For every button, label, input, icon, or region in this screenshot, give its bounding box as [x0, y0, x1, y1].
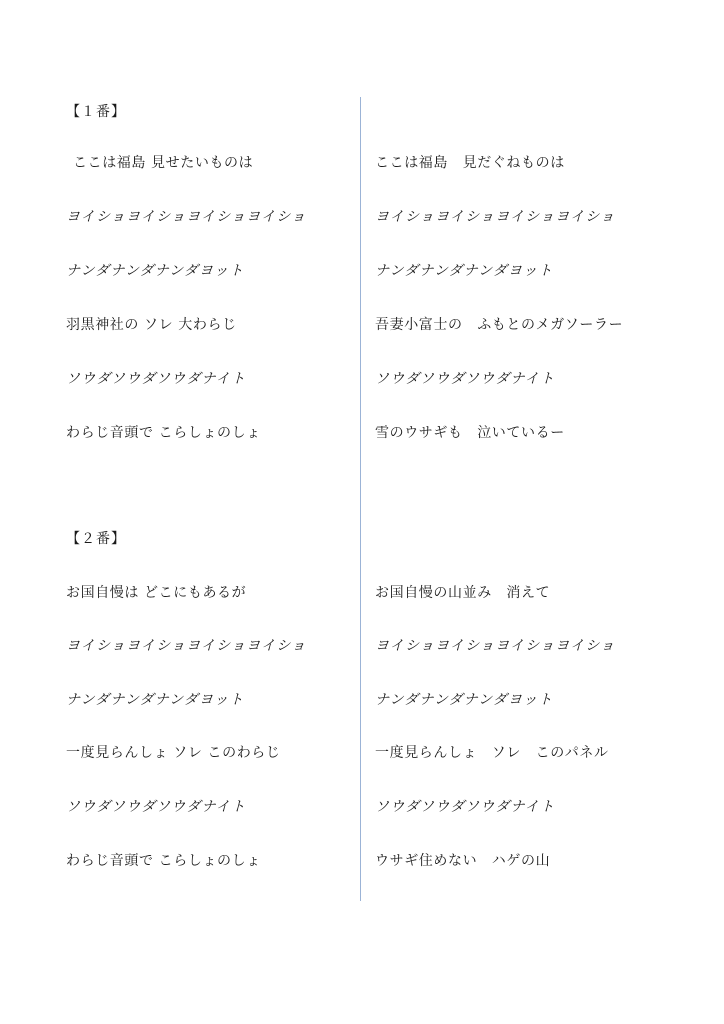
verse-1-right-line-1: ここは福島 見だぐねものは [375, 155, 565, 171]
verse-2-right-line-3: ナンダナンダナンダヨット [375, 692, 554, 708]
verse-2-left-line-1: お国自慢は どこにもあるが [66, 585, 247, 601]
verse-1-left-line-3: ナンダナンダナンダヨット [66, 263, 245, 279]
verse-2-left-line-4: 一度見らんしょ ソレ このわらじ [66, 745, 281, 761]
verse-2-left-line-2: ヨイショヨイショヨイショヨイショ [66, 638, 307, 654]
verse-1-left-line-1: ここは福島 見せたいものは [73, 155, 254, 171]
verse-1-right-line-2: ヨイショヨイショヨイショヨイショ [375, 209, 616, 225]
verse-1-heading: 【１番】 [66, 104, 126, 120]
verse-1-right-line-5: ソウダソウダソウダナイト [375, 371, 556, 387]
verse-2-left-line-3: ナンダナンダナンダヨット [66, 692, 245, 708]
verse-2-right-line-5: ソウダソウダソウダナイト [375, 799, 556, 815]
verse-2-right-line-2: ヨイショヨイショヨイショヨイショ [375, 638, 616, 654]
verse-2-right-line-4: 一度見らんしょ ソレ このパネル [375, 745, 609, 761]
verse-2-right-line-6: ウサギ住めない ハゲの山 [375, 853, 551, 869]
verse-1-left-line-4: 羽黒神社の ソレ 大わらじ [66, 317, 237, 333]
verse-2-heading: 【２番】 [66, 531, 126, 547]
verse-2-right-line-1: お国自慢の山並み 消えて [375, 585, 551, 601]
verse-2-left-line-5: ソウダソウダソウダナイト [66, 799, 247, 815]
verse-1-right-line-3: ナンダナンダナンダヨット [375, 263, 554, 279]
verse-1-left-line-5: ソウダソウダソウダナイト [66, 371, 247, 387]
verse-1-right-line-4: 吾妻小富士の ふもとのメガソーラー [375, 317, 624, 333]
verse-1-left-line-2: ヨイショヨイショヨイショヨイショ [66, 209, 307, 225]
verse-2-left-line-6: わらじ音頭で こらしょのしょ [66, 853, 261, 869]
verse-1-right-line-6: 雪のウサギも 泣いているー [375, 425, 565, 441]
column-divider [360, 97, 361, 901]
verse-1-left-line-6: わらじ音頭で こらしょのしょ [66, 425, 261, 441]
